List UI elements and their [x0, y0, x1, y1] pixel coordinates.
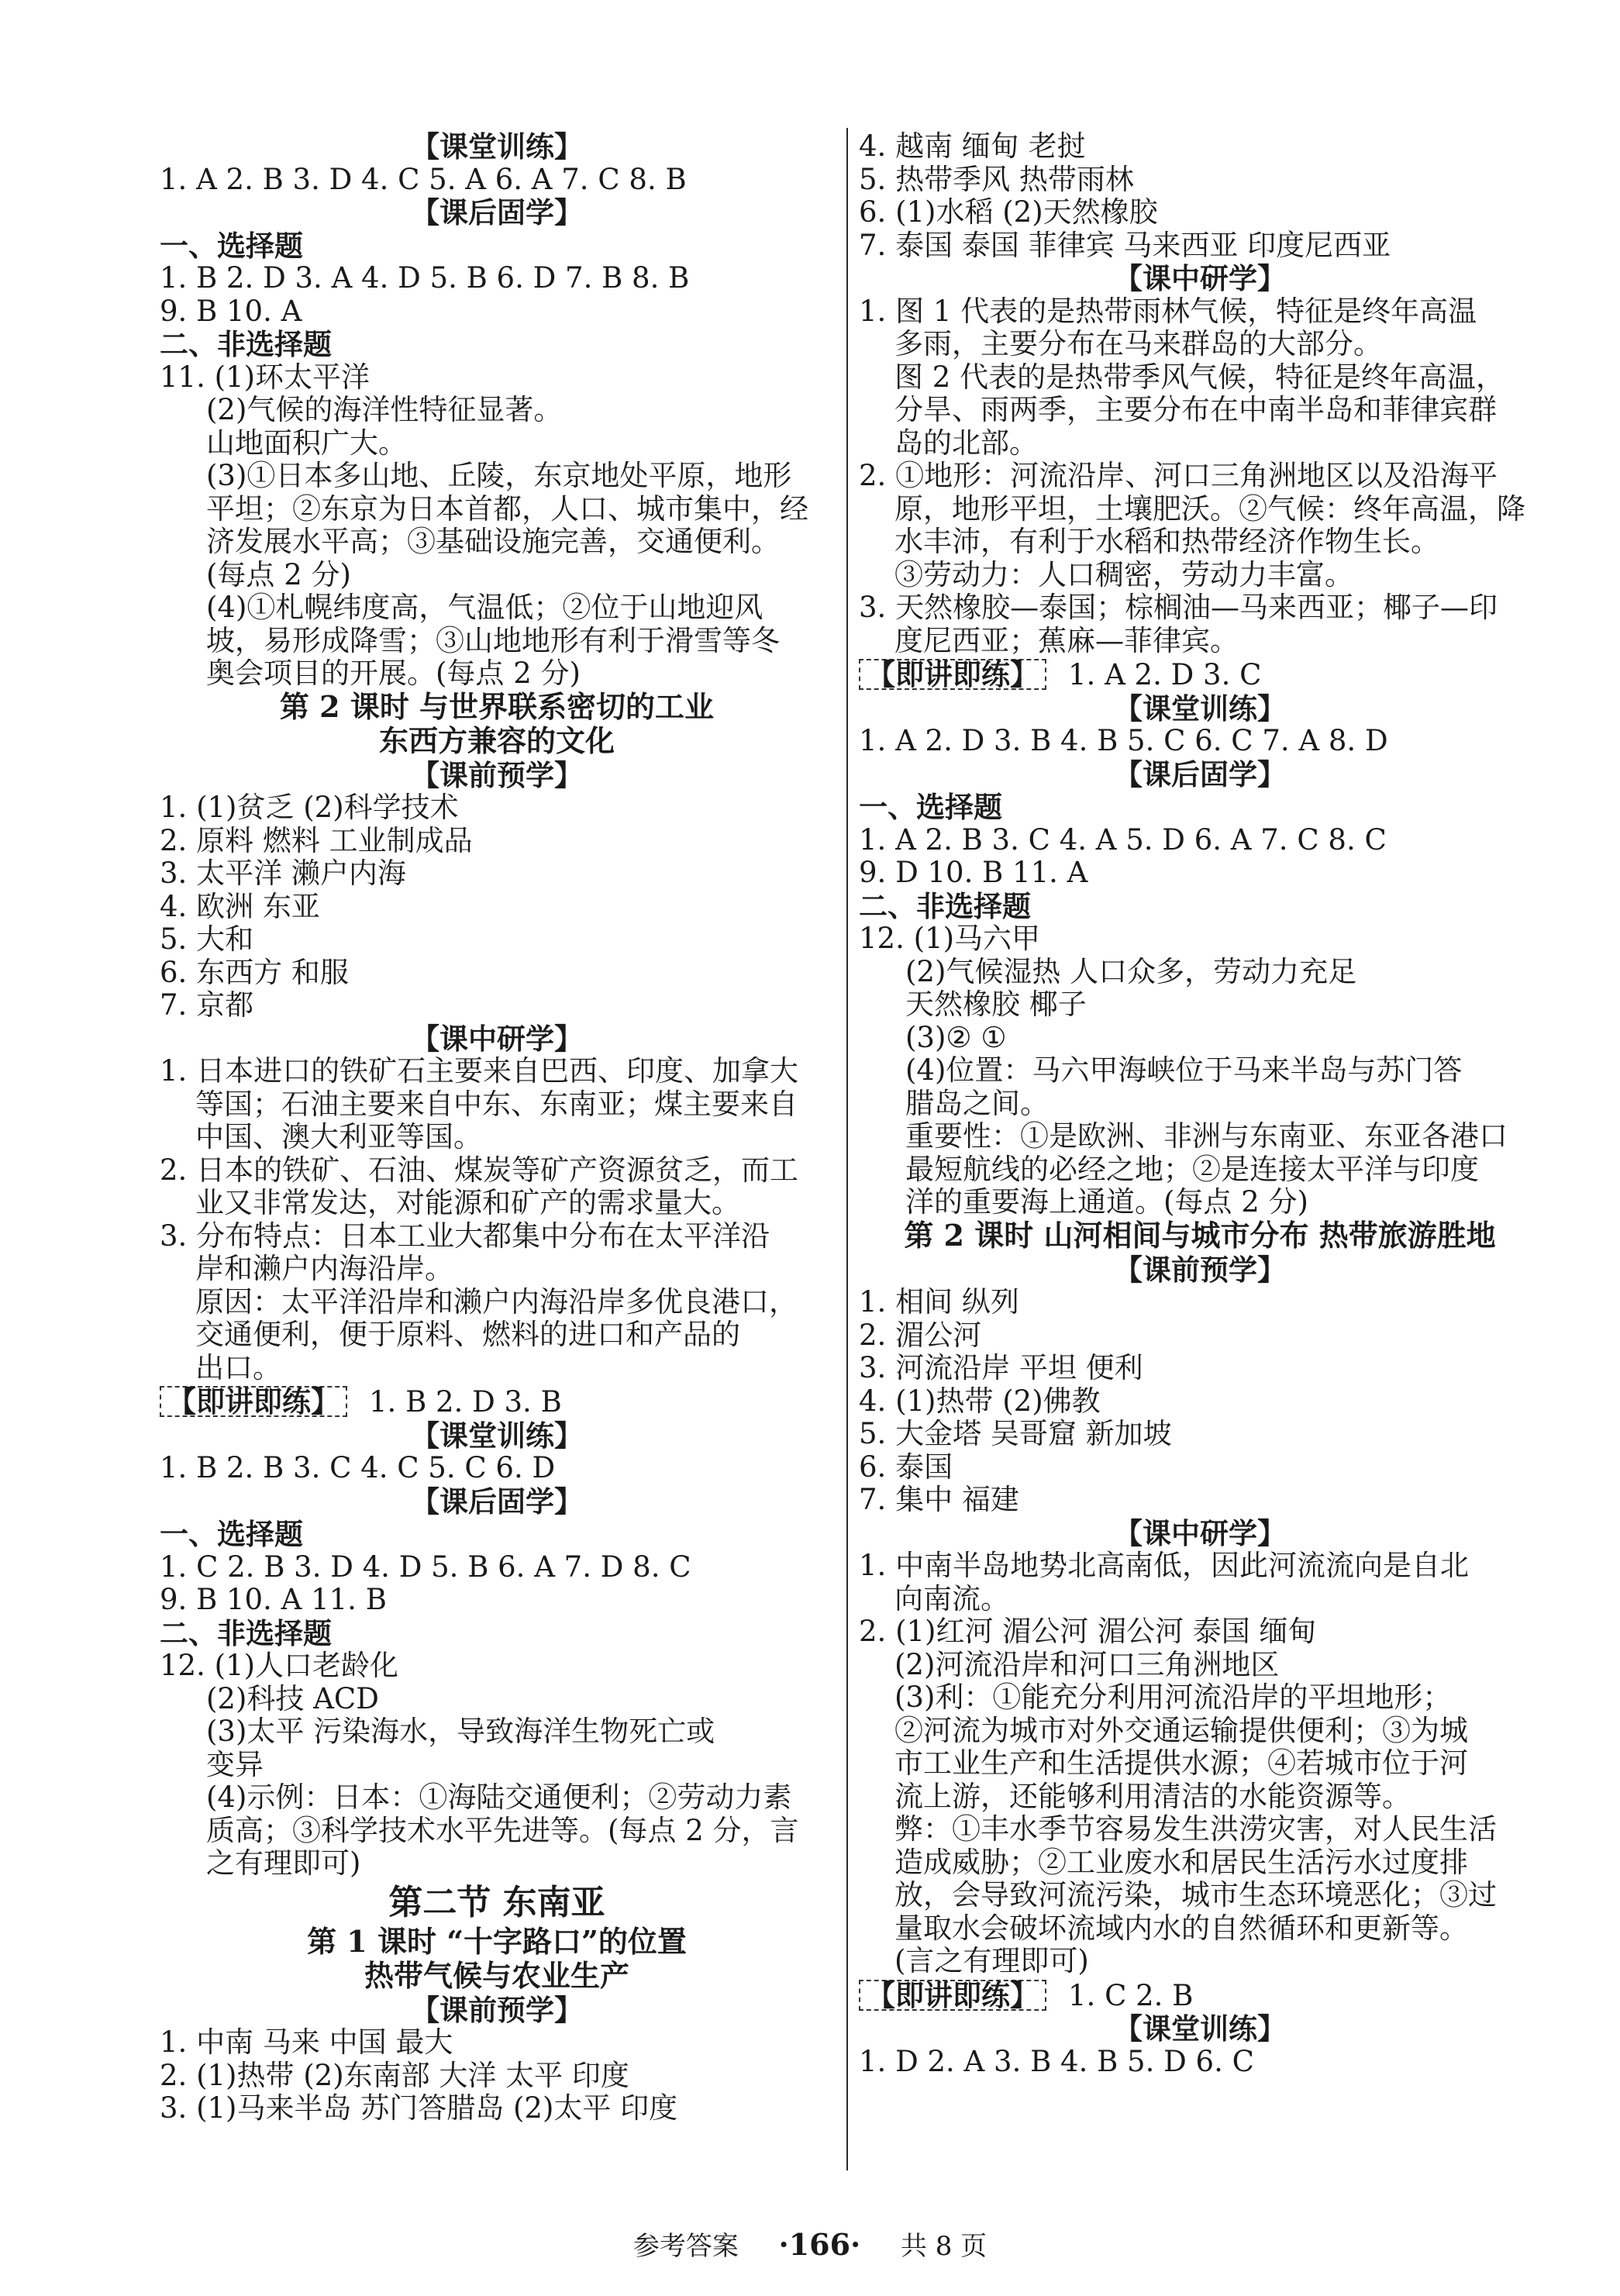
answer-line: 天然橡胶 椰子	[905, 988, 1087, 1021]
answer-line: 1. 中南半岛地势北高南低，因此河流流向是自北	[859, 1549, 1470, 1582]
answer-line: 7. 泰国 泰国 菲律宾 马来西亚 印度尼西亚	[859, 228, 1391, 262]
answer-line: 2. 原料 燃料 工业制成品	[160, 823, 473, 857]
answer-line: 5. 大和	[160, 922, 254, 956]
footer-label: 参考答案	[632, 2231, 739, 2262]
answer-line: 度尼西亚；蕉麻—菲律宾。	[894, 623, 1239, 657]
answer-line: 岸和濑户内海沿岸。	[195, 1252, 453, 1285]
answer-line: 分旱、雨两季，主要分布在中南半岛和菲律宾群	[894, 393, 1497, 426]
answer-line: 平坦；②东京为日本首都，人口、城市集中，经	[206, 491, 808, 526]
answer-line: 1. C 2. B 3. D 4. D 5. B 6. A 7. D 8. C	[160, 1550, 691, 1584]
answer-line: 中国、澳大利亚等国。	[195, 1120, 482, 1153]
answer-line: 6. 泰国	[859, 1450, 953, 1484]
section-heading: 【课中研学】	[411, 1021, 583, 1056]
answer-line: 4. (1)热带 (2)佛教	[859, 1384, 1101, 1418]
answer-line: (2)气候湿热 人口众多，劳动力充足	[905, 954, 1357, 988]
answer-line: 之有理即可)	[206, 1846, 361, 1880]
lesson-title: 热带气候与农业生产	[364, 1957, 629, 1993]
answer-text: 1. A 2. D 3. C	[1068, 658, 1262, 691]
section-heading: 【课后固学】	[411, 195, 583, 229]
answer-line: 2. (1)热带 (2)东南部 大洋 太平 印度	[160, 2058, 629, 2092]
answer-line: ②河流为城市对外交通运输提供便利；③为城	[894, 1713, 1468, 1747]
quick-practice-tag: 【即讲即练】	[859, 1980, 1046, 2011]
answer-line: (4)位置：马六甲海峡位于马来半岛与苏门答	[905, 1053, 1463, 1087]
answer-line: 等国；石油主要来自中东、东南亚；煤主要来自	[195, 1087, 798, 1121]
answer-line: 1. B 2. B 3. C 4. C 5. C 6. D	[160, 1451, 556, 1484]
question-type-heading: 二、非选择题	[859, 888, 1031, 923]
quick-practice-tag: 【即讲即练】	[859, 659, 1046, 690]
quick-practice-row	[160, 1384, 834, 1419]
section-heading: 【课堂训练】	[411, 1418, 583, 1453]
answer-line: 2. 湄公河	[859, 1318, 982, 1352]
answer-line: 重要性：①是欧洲、非洲与东南亚、东亚各港口	[905, 1119, 1508, 1153]
answer-line: (3)太平 污染海水，导致海洋生物死亡或	[206, 1715, 715, 1748]
section-heading: 【课中研学】	[1114, 1515, 1286, 1550]
answer-line: (4)①札幌纬度高，气温低；②位于山地迎风	[206, 591, 763, 624]
answer-line: 弊：①丰水季节容易发生洪涝灾害，对人民生活	[894, 1812, 1497, 1846]
section-heading: 【课前预学】	[411, 757, 583, 792]
section-heading: 【课堂训练】	[1114, 2012, 1286, 2046]
section-heading: 【课后固学】	[1114, 757, 1286, 791]
column-divider	[846, 128, 848, 2170]
answer-line: 洋的重要海上通道。(每点 2 分)	[905, 1185, 1308, 1219]
answer-line: 腊岛之间。	[905, 1086, 1049, 1120]
right-column	[859, 130, 1541, 2078]
chapter-section-title: 第二节 东南亚	[388, 1882, 605, 1922]
answer-line: 最短航线的必经之地；②是连接太平洋与印度	[905, 1152, 1479, 1186]
answer-line: 1. B 2. D 3. A 4. D 5. B 6. D 7. B 8. B	[160, 261, 690, 295]
answer-line: 3. 天然橡胶—泰国；棕榈油—马来西亚；椰子—印	[859, 591, 1498, 624]
answer-line: 2. (1)红河 湄公河 湄公河 泰国 缅甸	[859, 1615, 1317, 1648]
answer-line: 2. 日本的铁矿、石油、煤炭等矿产资源贫乏，而工	[160, 1153, 799, 1187]
answer-line: 1. 图 1 代表的是热带雨林气候，特征是终年高温	[859, 294, 1477, 328]
answer-line: 1. D 2. A 3. B 4. B 5. D 6. C	[859, 2044, 1254, 2078]
answer-line: ③劳动力：人口稠密，劳动力丰富。	[894, 557, 1353, 591]
answer-line: 市工业生产和生活提供水源；④若城市位于河	[894, 1746, 1468, 1780]
page-number: ·166·	[778, 2227, 861, 2262]
answer-line: 9. B 10. A	[160, 294, 302, 328]
answer-line: 交通便利，便于原料、燃料的进口和产品的	[195, 1318, 740, 1351]
answer-line: 9. D 10. B 11. A	[859, 856, 1088, 889]
quick-practice-row	[859, 1978, 1541, 2013]
answer-line: 1. 日本进口的铁矿石主要来自巴西、印度、加拿大	[160, 1054, 799, 1088]
question-type-heading: 二、非选择题	[160, 1615, 332, 1650]
answer-line: 坡，易形成降雪；③山地地形有利于滑雪等冬	[206, 623, 780, 657]
answer-line: (3)利：①能充分利用河流沿岸的平坦地形；	[894, 1681, 1452, 1714]
section-heading: 【课后固学】	[411, 1484, 583, 1519]
page-total: 共 8 页	[900, 2231, 988, 2262]
answer-line: 11. (1)环太平洋	[160, 360, 371, 394]
answer-line: 原因：太平洋沿岸和濑户内海沿岸多优良港口，	[195, 1284, 798, 1319]
question-type-heading: 一、选择题	[160, 228, 303, 263]
lesson-title: 第 1 课时 “十字路口”的位置	[307, 1923, 687, 1959]
answer-line: (2)河流沿岸和河口三角洲地区	[894, 1647, 1280, 1681]
answer-line: 3. (1)马来半岛 苏门答腊岛 (2)太平 印度	[160, 2091, 678, 2125]
answer-line: 向南流。	[894, 1581, 1009, 1615]
question-type-heading: 二、非选择题	[160, 327, 332, 361]
answer-line: 1. A 2. B 3. C 4. A 5. D 6. A 7. C 8. C	[859, 822, 1387, 857]
answer-line: 1. A 2. D 3. B 4. B 5. C 6. C 7. A 8. D	[859, 724, 1388, 757]
answer-line: 流上游，还能够利用清洁的水能资源等。	[894, 1779, 1411, 1813]
answer-line: 1. 相间 纵列	[859, 1285, 1019, 1319]
answer-line: 量取水会破坏流域内水的自然循环和更新等。	[894, 1911, 1468, 1945]
answer-line: 3. 太平洋 濑户内海	[160, 857, 406, 890]
answer-line: 7. 京都	[160, 988, 254, 1022]
answer-line: 6. (1)水稻 (2)天然橡胶	[859, 195, 1158, 229]
answer-text: 1. C 2. B	[1068, 1978, 1194, 2012]
question-type-heading: 一、选择题	[859, 790, 1002, 824]
answer-line: 4. 越南 缅甸 老挝	[859, 129, 1086, 163]
section-heading: 【课中研学】	[1114, 261, 1286, 295]
answer-line: 5. 大金塔 吴哥窟 新加坡	[859, 1417, 1172, 1450]
answer-line: 1. 中南 马来 中国 最大	[160, 2025, 453, 2059]
answer-line: (4)示例：日本：①海陆交通便利；②劳动力素	[206, 1781, 792, 1814]
section-heading: 【课前预学】	[411, 1992, 583, 2027]
question-type-heading: 一、选择题	[160, 1517, 303, 1551]
answer-line: 3. 河流沿岸 平坦 便利	[859, 1351, 1143, 1384]
answer-line: (3)② ①	[905, 1020, 1007, 1054]
answer-line: 水丰沛，有利于水稻和热带经济作物生长。	[894, 525, 1439, 558]
answer-line: 出口。	[195, 1350, 281, 1384]
answer-line: 图 2 代表的是热带季风气候，特征是终年高温，	[894, 360, 1505, 394]
answer-line: (每点 2 分)	[206, 557, 351, 591]
answer-line: 山地面积广大。	[206, 426, 407, 460]
answer-line: 业又非常发达，对能源和矿产的需求量大。	[195, 1186, 740, 1219]
section-heading: 【课堂训练】	[1114, 691, 1286, 726]
answer-line: (3)①日本多山地、丘陵，东京地处平原，地形	[206, 459, 792, 492]
answer-line: 6. 东西方 和服	[160, 955, 349, 989]
lesson-title: 东西方兼容的文化	[378, 722, 615, 758]
lesson-title: 第 2 课时 与世界联系密切的工业	[279, 688, 715, 724]
answer-line: 1. A 2. B 3. D 4. C 5. A 6. A 7. C 8. B	[160, 162, 687, 196]
answer-line: 12. (1)马六甲	[859, 922, 1041, 955]
answer-line: 放，会导致河流污染，城市生态环境恶化；③过	[894, 1878, 1497, 1912]
lesson-title: 第 2 课时 山河相间与城市分布 热带旅游胜地	[904, 1217, 1496, 1253]
left-column	[160, 130, 834, 2125]
quick-practice-tag: 【即讲即练】	[160, 1386, 347, 1417]
answer-line: 1. (1)贫乏 (2)科学技术	[160, 791, 459, 824]
answer-line: 造成威胁；②工业废水和居民生活污水过度排	[894, 1845, 1468, 1879]
page-footer	[0, 2225, 1620, 2263]
answer-line: 济发展水平高；③基础设施完善，交通便利。	[206, 525, 780, 558]
answer-line: 奥会项目的开展。(每点 2 分)	[206, 657, 581, 690]
section-heading: 【课前预学】	[1114, 1252, 1286, 1287]
answer-line: 7. 集中 福建	[859, 1483, 1019, 1516]
answer-line: (2)气候的海洋性特征显著。	[206, 393, 563, 426]
answer-line: 变异	[206, 1747, 264, 1781]
answer-line: 4. 欧洲 东亚	[160, 889, 320, 923]
quick-practice-row	[859, 657, 1541, 692]
answer-line: 原，地形平坦，土壤肥沃。②气候：终年高温，降	[894, 491, 1525, 526]
answer-line: 3. 分布特点：日本工业大都集中分布在太平洋沿	[160, 1219, 770, 1253]
answer-line: (2)科技 ACD	[206, 1681, 379, 1715]
answer-line: 5. 热带季风 热带雨林	[859, 162, 1134, 196]
answer-text: 1. B 2. D 3. B	[369, 1385, 562, 1419]
section-heading: 【课堂训练】	[411, 129, 583, 164]
answer-line: 质高；③科学技术水平先进等。(每点 2 分，言	[206, 1813, 799, 1847]
answer-line: 岛的北部。	[894, 426, 1038, 460]
answer-line: 12. (1)人口老龄化	[160, 1649, 399, 1682]
answer-line: 9. B 10. A 11. B	[160, 1583, 387, 1616]
answer-line: 多雨，主要分布在马来群岛的大部分。	[894, 327, 1382, 360]
answer-line: 2. ①地形：河流沿岸、河口三角洲地区以及沿海平	[859, 459, 1498, 492]
answer-line: (言之有理即可)	[894, 1944, 1089, 1977]
